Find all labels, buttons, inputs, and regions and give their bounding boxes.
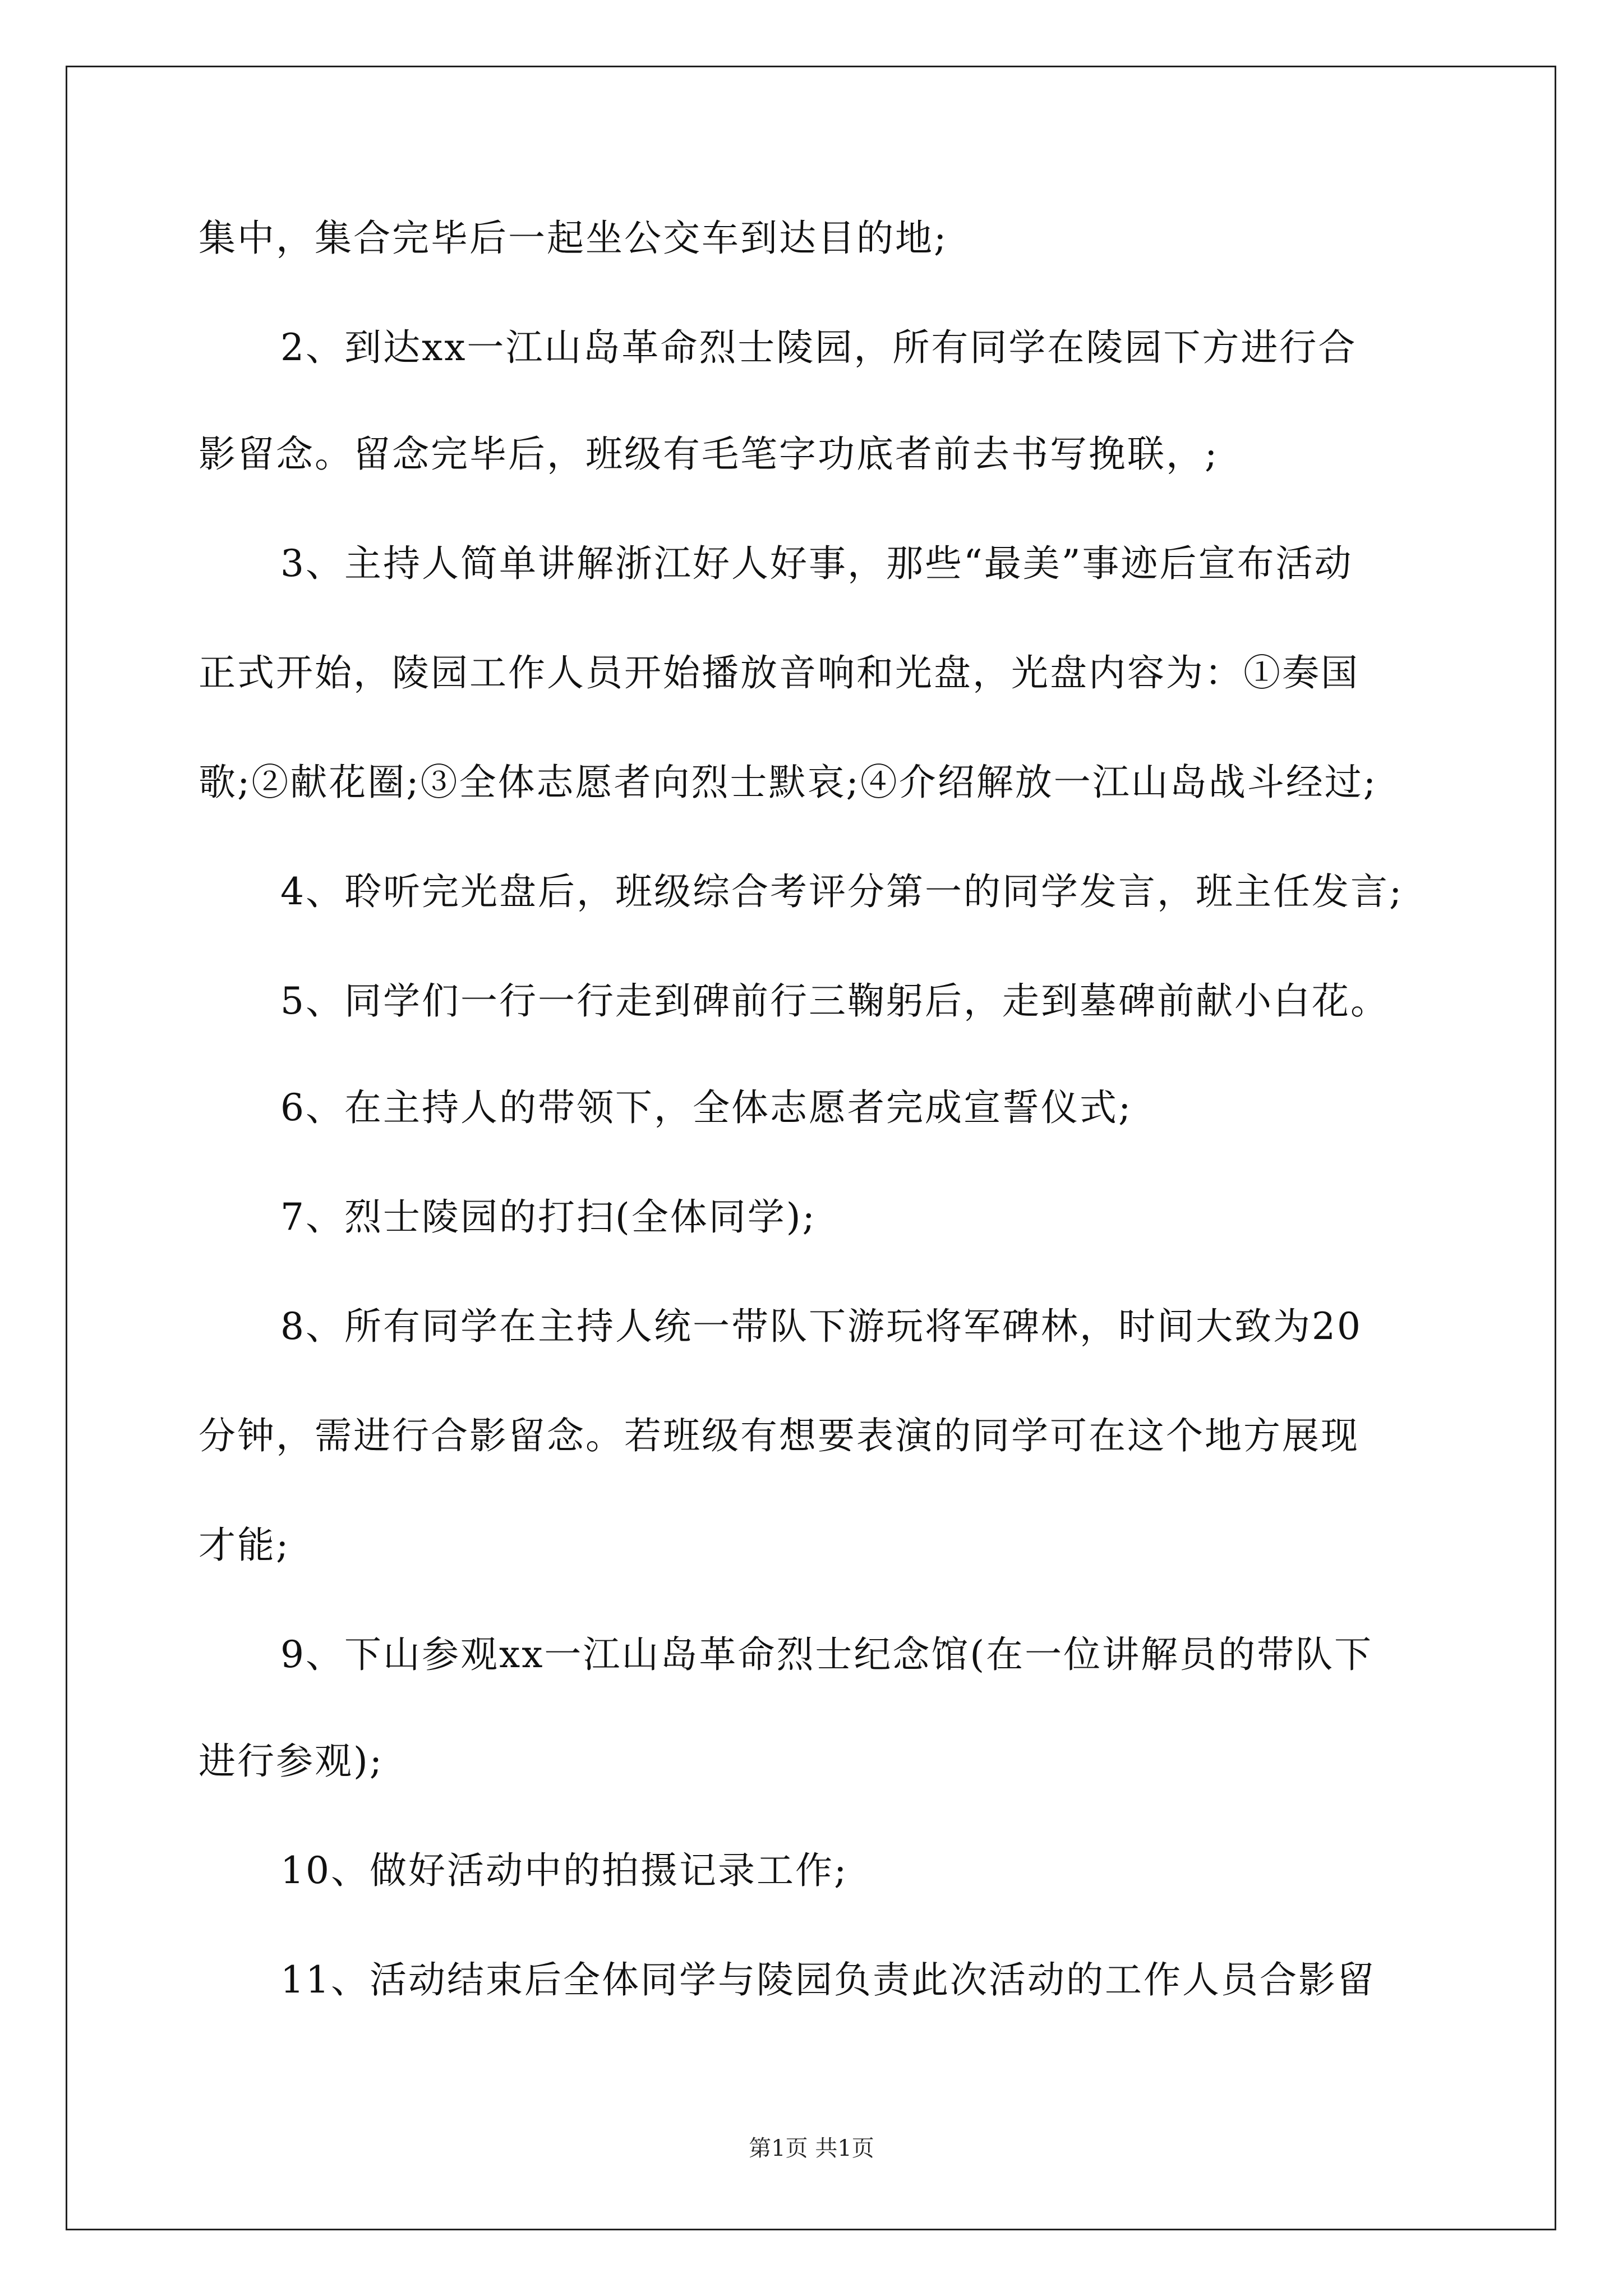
text-line-17: 11、活动结束后全体同学与陵园负责此次活动的工作人员合影留 [280, 1958, 1376, 2001]
text-line-12: 分钟，需进行合影留念。若班级有想要表演的同学可在这个地方展现 [199, 1414, 1359, 1457]
text-line-10: 7、烈士陵园的打扫(全体同学); [280, 1195, 817, 1239]
text-line-8: 5、同学们一行一行走到碑前行三鞠躬后，走到墓碑前献小白花。 [280, 979, 1389, 1023]
text-line-6: 歌;②献花圈;③全体志愿者向烈士默哀;④介绍解放一江山岛战斗经过; [199, 761, 1377, 804]
text-line-4: 3、主持人简单讲解浙江好人好事，那些“最美”事迹后宣布活动 [280, 542, 1353, 585]
text-line-13: 才能; [199, 1524, 291, 1567]
page-number-footer: 第1页 共1页 [749, 2136, 874, 2161]
text-line-11: 8、所有同学在主持人统一带队下游玩将军碑林，时间大致为20 [280, 1305, 1362, 1348]
text-line-3: 影留念。留念完毕后，班级有毛笔字功底者前去书写挽联，; [199, 432, 1219, 476]
text-line-2: 2、到达xx一江山岛革命烈士陵园，所有同学在陵园下方进行合 [280, 326, 1357, 369]
page-border [66, 66, 1556, 2230]
text-line-9: 6、在主持人的带领下，全体志愿者完成宣誓仪式; [280, 1086, 1133, 1129]
text-line-15: 进行参观); [199, 1740, 384, 1783]
text-line-1: 集中，集合完毕后一起坐公交车到达目的地; [199, 217, 948, 260]
text-line-16: 10、做好活动中的拍摄记录工作; [280, 1849, 849, 1892]
text-line-5: 正式开始，陵园工作人员开始播放音响和光盘，光盘内容为：①奏国 [199, 651, 1359, 694]
text-line-7: 4、聆听完光盘后，班级综合考评分第一的同学发言，班主任发言; [280, 870, 1404, 913]
text-line-14: 9、下山参观xx一江山岛革命烈士纪念馆(在一位讲解员的带队下 [280, 1633, 1373, 1676]
